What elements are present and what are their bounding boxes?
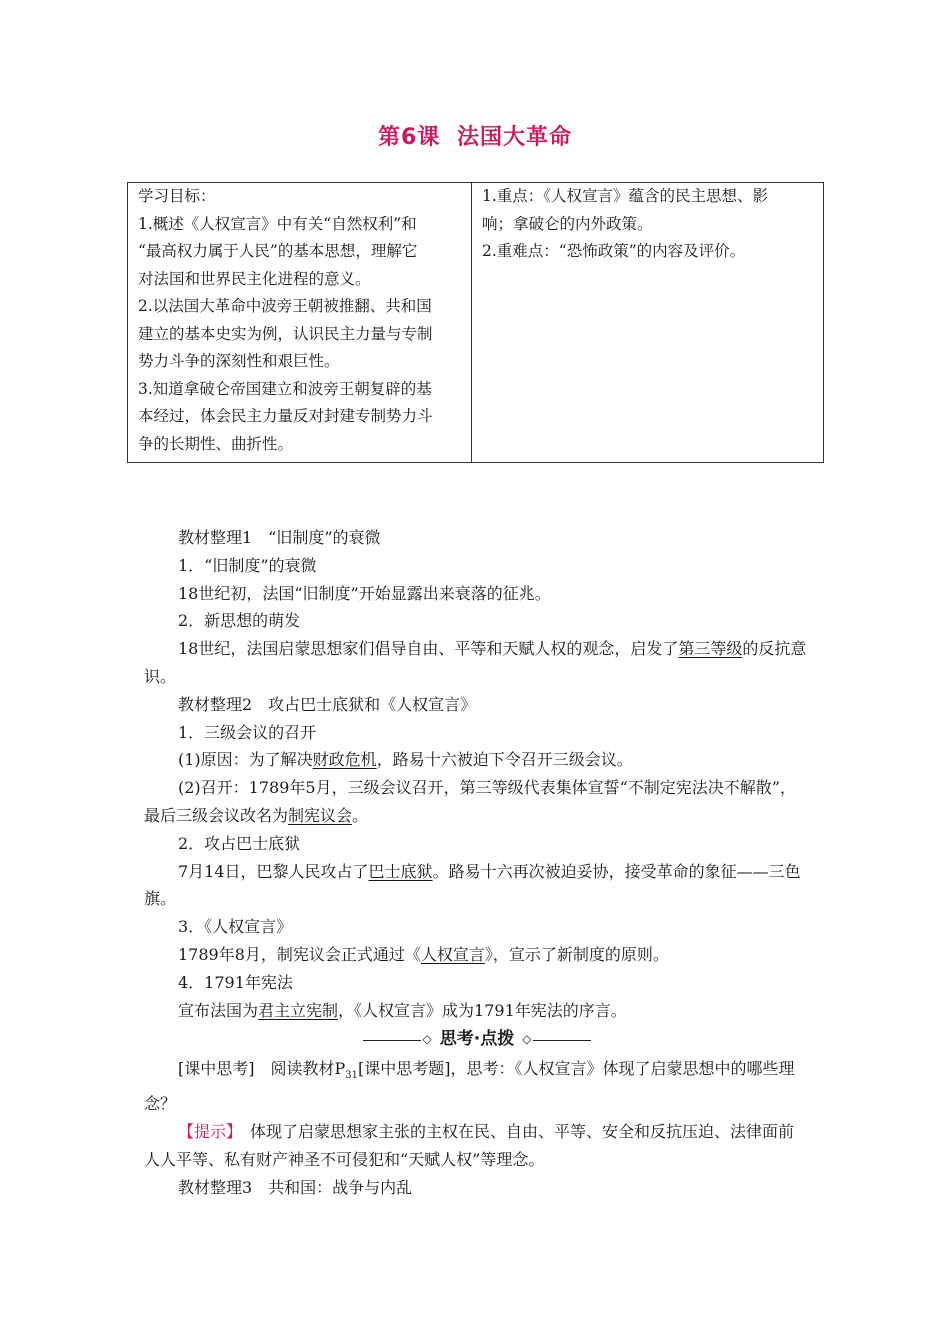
lesson-title xyxy=(0,120,950,151)
goal-line: 2.以法国大革命中波旁王朝被推翻、共和国 xyxy=(138,297,432,315)
section-heading: 教材整理2 攻占巴士底狱和《人权宣言》 xyxy=(178,694,477,714)
goal-line: “最高权力属于人民”的基本思想，理解它 xyxy=(138,242,418,260)
goal-line: 争的长期性、曲折性。 xyxy=(138,434,294,453)
section-heading: 教材整理3 共和国：战争与内乱 xyxy=(178,1177,413,1197)
paragraph: 18世纪初，法国“旧制度”开始显露出来衰落的征兆。 xyxy=(178,583,551,603)
goals-heading: 学习目标： xyxy=(138,187,216,205)
think-divider: ◇ 思考·点拨 ◇ xyxy=(144,1026,810,1054)
paragraph: (2)召开：1789年5月，三级会议召开，第三等级代表集体宣誓“不制定宪法决不解散”，最后三级会议改名为制宪议会。 xyxy=(144,778,796,825)
item-heading: 2．新思想的萌发 xyxy=(178,611,301,631)
lesson-number: 第6课 xyxy=(378,125,441,150)
item-heading: 2．攻占巴士底狱 xyxy=(178,833,301,853)
learning-goals-cell xyxy=(128,183,472,463)
section-heading: 教材整理1 “旧制度”的衰微 xyxy=(178,528,381,547)
main-body xyxy=(144,524,810,1201)
goals-table xyxy=(127,182,824,463)
answer-constituent-assembly: 制宪议会 xyxy=(288,805,353,825)
paragraph: 18世纪，法国启蒙思想家们倡导自由、平等和天赋人权的观念，启发了第三等级的反抗意识。 xyxy=(144,639,807,686)
answer-constitutional-monarchy: 君主立宪制 xyxy=(258,1000,339,1020)
key-point-line: 响；拿破仑的内外政策。 xyxy=(482,214,653,233)
item-heading: 4．1791年宪法 xyxy=(178,972,293,992)
answer-bastille: 巴士底狱 xyxy=(368,861,433,881)
goal-line: 势力斗争的深刻性和艰巨性。 xyxy=(138,352,340,370)
paragraph: 宣布法国为君主立宪制，《人权宣言》成为1791年宪法的序言。 xyxy=(178,1000,627,1020)
think-answer: 【提示】 体现了启蒙思想家主张的主权在民、自由、平等、安全和反抗压迫、法律面前人人平等、私有财产神圣不可侵犯和“天赋人权”等理念。 xyxy=(144,1121,795,1169)
goal-line: 1.概述《人权宣言》中有关“自然权利”和 xyxy=(138,214,417,233)
goal-line: 对法国和世界民主化进程的意义。 xyxy=(138,269,371,288)
answer-third-estate: 第三等级 xyxy=(678,639,743,659)
item-heading: 1．三级会议的召开 xyxy=(178,722,317,742)
answer-fiscal-crisis: 财政危机 xyxy=(312,750,377,770)
key-point-line: 2.重难点：“恐怖政策”的内容及评价。 xyxy=(482,242,746,260)
answer-declaration: 人权宣言 xyxy=(420,944,485,964)
key-points-cell xyxy=(472,183,824,463)
hint-label: 【提示】 xyxy=(178,1121,235,1141)
item-heading: 3．《人权宣言》 xyxy=(178,917,293,937)
item-heading: 1．“旧制度”的衰微 xyxy=(178,555,317,575)
think-divider-label: 思考·点拨 xyxy=(439,1029,515,1050)
key-point-line: 1.重点：《人权宣言》蕴含的民主思想、影 xyxy=(482,187,769,205)
goal-line: 本经过，体会民主力量反对封建专制势力斗 xyxy=(138,407,433,425)
lesson-name: 法国大革命 xyxy=(456,125,572,150)
paragraph: 7月14日，巴黎人民攻占了巴士底狱。路易十六再次被迫妥协，接受革命的象征——三色旗。 xyxy=(144,861,801,909)
paragraph: (1)原因：为了解决财政危机，路易十六被迫下令召开三级会议。 xyxy=(178,750,633,770)
paragraph: 1789年8月，制宪议会正式通过《人权宣言》，宣示了新制度的原则。 xyxy=(178,944,669,964)
goal-line: 3.知道拿破仑帝国建立和波旁王朝复辟的基 xyxy=(138,379,432,398)
think-question: [课中思考] 阅读教材$P_{31}$[课中思考题]，思考：《人权宣言》体现了启蒙思想中的哪些理念？ xyxy=(144,1059,795,1114)
goal-line: 建立的基本史实为例，认识民主力量与专制 xyxy=(138,324,433,343)
